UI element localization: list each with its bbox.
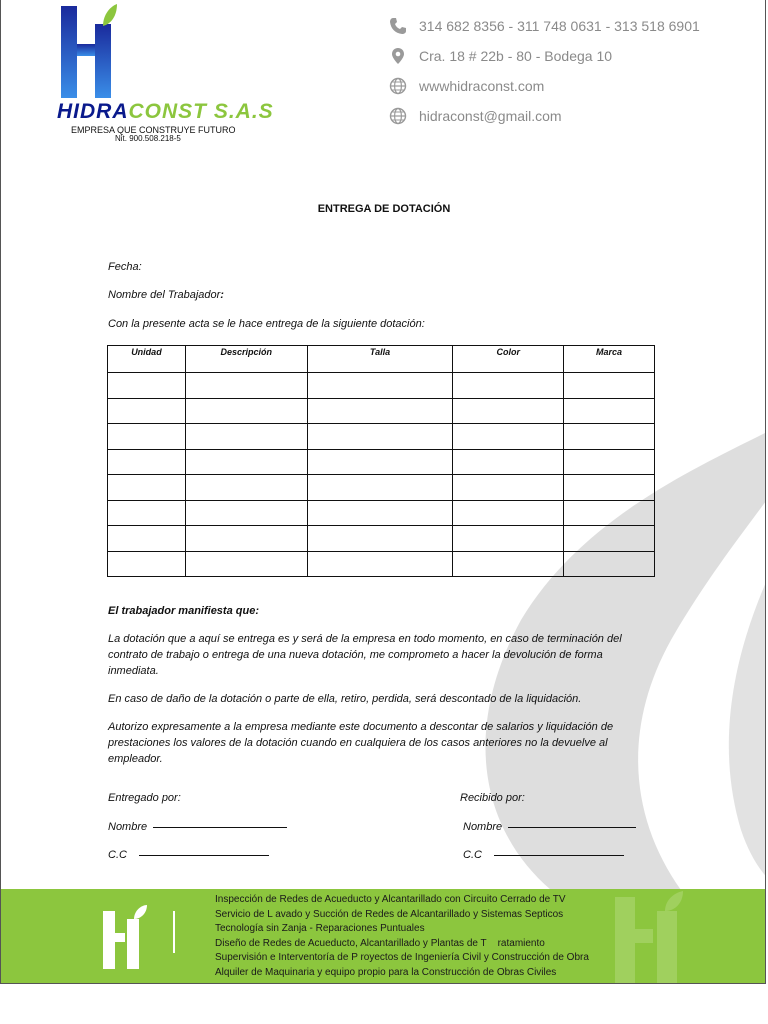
contact-address xyxy=(389,44,700,67)
location-pin-icon xyxy=(389,47,407,65)
declaration-heading: El trabajador manifiesta que: xyxy=(108,605,259,617)
company-logo xyxy=(55,4,274,144)
declaration-paragraph-3: Autorizo expresamente a la empresa mediante este documento a descontar de salarios y liquidación de prestaciones los valores de la dotación cuando en cualquiera de los casos anteriores no la devuelve al empleador. xyxy=(108,721,614,765)
table-cell[interactable] xyxy=(108,500,186,526)
table-cell[interactable] xyxy=(108,551,186,577)
declaration-paragraph-1: La dotación que a aquí se entrega es y será de la empresa en todo momento, en caso de terminación del contrato de trabajo o entrega de una nueva dotación, me comprometo a hacer la devolución de forma inmediata. xyxy=(108,633,622,677)
header-color: Color xyxy=(453,346,564,373)
contact-address-text: Cra. 18 # 22b - 80 - Bodega 10 xyxy=(419,47,613,64)
table-cell[interactable] xyxy=(307,373,453,399)
table-cell[interactable] xyxy=(307,526,453,552)
table-cell[interactable] xyxy=(185,500,307,526)
service-item: Alquiler de Maquinaria y equipo propio para la Construcción de Obras Civiles xyxy=(215,966,557,978)
footer-divider xyxy=(173,911,175,953)
entregado-cc xyxy=(108,849,269,861)
table-cell[interactable] xyxy=(185,373,307,399)
contact-phone-text: 314 682 8356 - 311 748 0631 - 313 518 6901 xyxy=(419,17,700,34)
entregado-cc-signature-line[interactable] xyxy=(139,854,269,856)
trabajador-label: Nombre del Trabajador xyxy=(108,289,221,301)
globe-icon xyxy=(389,77,407,95)
entregado-nombre-signature-line[interactable] xyxy=(153,826,287,828)
table-cell[interactable] xyxy=(453,500,564,526)
table-cell[interactable] xyxy=(185,475,307,501)
table-cell[interactable] xyxy=(307,398,453,424)
contact-info xyxy=(389,14,700,134)
hidraconst-logo-watermark-icon xyxy=(607,889,697,983)
globe-icon xyxy=(389,107,407,125)
service-item: Diseño de Redes de Acueducto, Alcantarillado y Plantas de T ratamiento xyxy=(215,937,545,949)
table-cell[interactable] xyxy=(564,398,655,424)
header-unidad: Unidad xyxy=(108,346,186,373)
table-cell[interactable] xyxy=(185,398,307,424)
entregado-nombre xyxy=(108,821,287,833)
table-row xyxy=(108,500,655,526)
recibido-nombre xyxy=(463,821,636,833)
table-cell[interactable] xyxy=(185,526,307,552)
phone-icon xyxy=(389,17,407,35)
declaration-paragraph-2: En caso de daño de la dotación o parte de ella, retiro, perdida, será descontado de la liquidación. xyxy=(108,693,582,705)
table-cell[interactable] xyxy=(564,449,655,475)
table-cell[interactable] xyxy=(185,449,307,475)
services-list xyxy=(215,893,589,980)
table-cell[interactable] xyxy=(453,526,564,552)
document-title: ENTREGA DE DOTACIÓN xyxy=(317,203,451,215)
entregado-nombre-label: Nombre xyxy=(108,821,148,833)
table-cell[interactable] xyxy=(108,449,186,475)
table-cell[interactable] xyxy=(307,551,453,577)
entregado-label: Entregado por: xyxy=(108,792,181,804)
recibido-cc-label: C.C xyxy=(463,849,482,861)
header-talla: Talla xyxy=(307,346,453,373)
table-cell[interactable] xyxy=(453,475,564,501)
hidraconst-logo-white-icon xyxy=(101,905,151,969)
table-cell[interactable] xyxy=(453,449,564,475)
company-nit: Nit. 900.508.218-5 xyxy=(115,134,181,143)
table-cell[interactable] xyxy=(108,424,186,450)
trabajador-line xyxy=(108,289,224,301)
table-cell[interactable] xyxy=(307,424,453,450)
table-row xyxy=(108,373,655,399)
table-cell[interactable] xyxy=(307,500,453,526)
recibido-nombre-signature-line[interactable] xyxy=(508,826,636,828)
company-name: HIDRACONST S.A.S xyxy=(57,100,274,123)
table-cell[interactable] xyxy=(307,475,453,501)
table-cell[interactable] xyxy=(564,551,655,577)
company-tagline: EMPRESA QUE CONSTRUYE FUTURO xyxy=(71,125,236,135)
contact-website xyxy=(389,74,700,97)
table-row xyxy=(108,526,655,552)
header-descripcion: Descripción xyxy=(185,346,307,373)
table-cell[interactable] xyxy=(185,424,307,450)
entregado-cc-label: C.C xyxy=(108,849,127,861)
table-cell[interactable] xyxy=(108,526,186,552)
table-cell[interactable] xyxy=(564,475,655,501)
table-cell[interactable] xyxy=(453,551,564,577)
table-cell[interactable] xyxy=(453,398,564,424)
table-cell[interactable] xyxy=(564,500,655,526)
table-row xyxy=(108,449,655,475)
contact-phone xyxy=(389,14,700,37)
contact-email-text: hidraconst@gmail.com xyxy=(419,107,562,124)
contact-website-text: wwwhidraconst.com xyxy=(419,77,545,94)
table-body xyxy=(108,373,655,577)
service-item: Inspección de Redes de Acueducto y Alcantarillado con Circuito Cerrado de TV xyxy=(215,894,566,905)
table-cell[interactable] xyxy=(108,398,186,424)
table-row xyxy=(108,424,655,450)
service-item: Supervisión e Interventoría de P royectos de Ingeniería Civil y Construcción de Obra xyxy=(215,952,589,963)
table-cell[interactable] xyxy=(307,449,453,475)
recibido-cc xyxy=(463,849,624,861)
recibido-nombre-label: Nombre xyxy=(463,821,503,833)
contact-email xyxy=(389,104,700,127)
table-cell[interactable] xyxy=(108,475,186,501)
table-row xyxy=(108,398,655,424)
table-header-row xyxy=(108,346,655,373)
table-cell[interactable] xyxy=(108,373,186,399)
table-row xyxy=(108,551,655,577)
dotacion-table xyxy=(107,345,655,577)
table-cell[interactable] xyxy=(564,526,655,552)
recibido-label: Recibido por: xyxy=(460,792,525,804)
recibido-cc-signature-line[interactable] xyxy=(494,854,624,856)
table-cell[interactable] xyxy=(185,551,307,577)
intro-text: Con la presente acta se le hace entrega de la siguiente dotación: xyxy=(108,318,425,330)
fecha-label: Fecha: xyxy=(108,261,142,273)
service-item: Tecnología sin Zanja - Reparaciones Puntuales xyxy=(215,923,425,934)
table-cell[interactable] xyxy=(453,424,564,450)
service-item: Servicio de L avado y Succión de Redes de Alcantarillado y Sistemas Septicos xyxy=(215,908,564,920)
table-cell[interactable] xyxy=(564,424,655,450)
trabajador-colon: : xyxy=(220,289,224,301)
table-row xyxy=(108,475,655,501)
table-cell[interactable] xyxy=(453,373,564,399)
table-cell[interactable] xyxy=(564,373,655,399)
footer-band xyxy=(1,889,766,983)
header-marca: Marca xyxy=(564,346,655,373)
hidraconst-logo-icon xyxy=(59,4,119,100)
